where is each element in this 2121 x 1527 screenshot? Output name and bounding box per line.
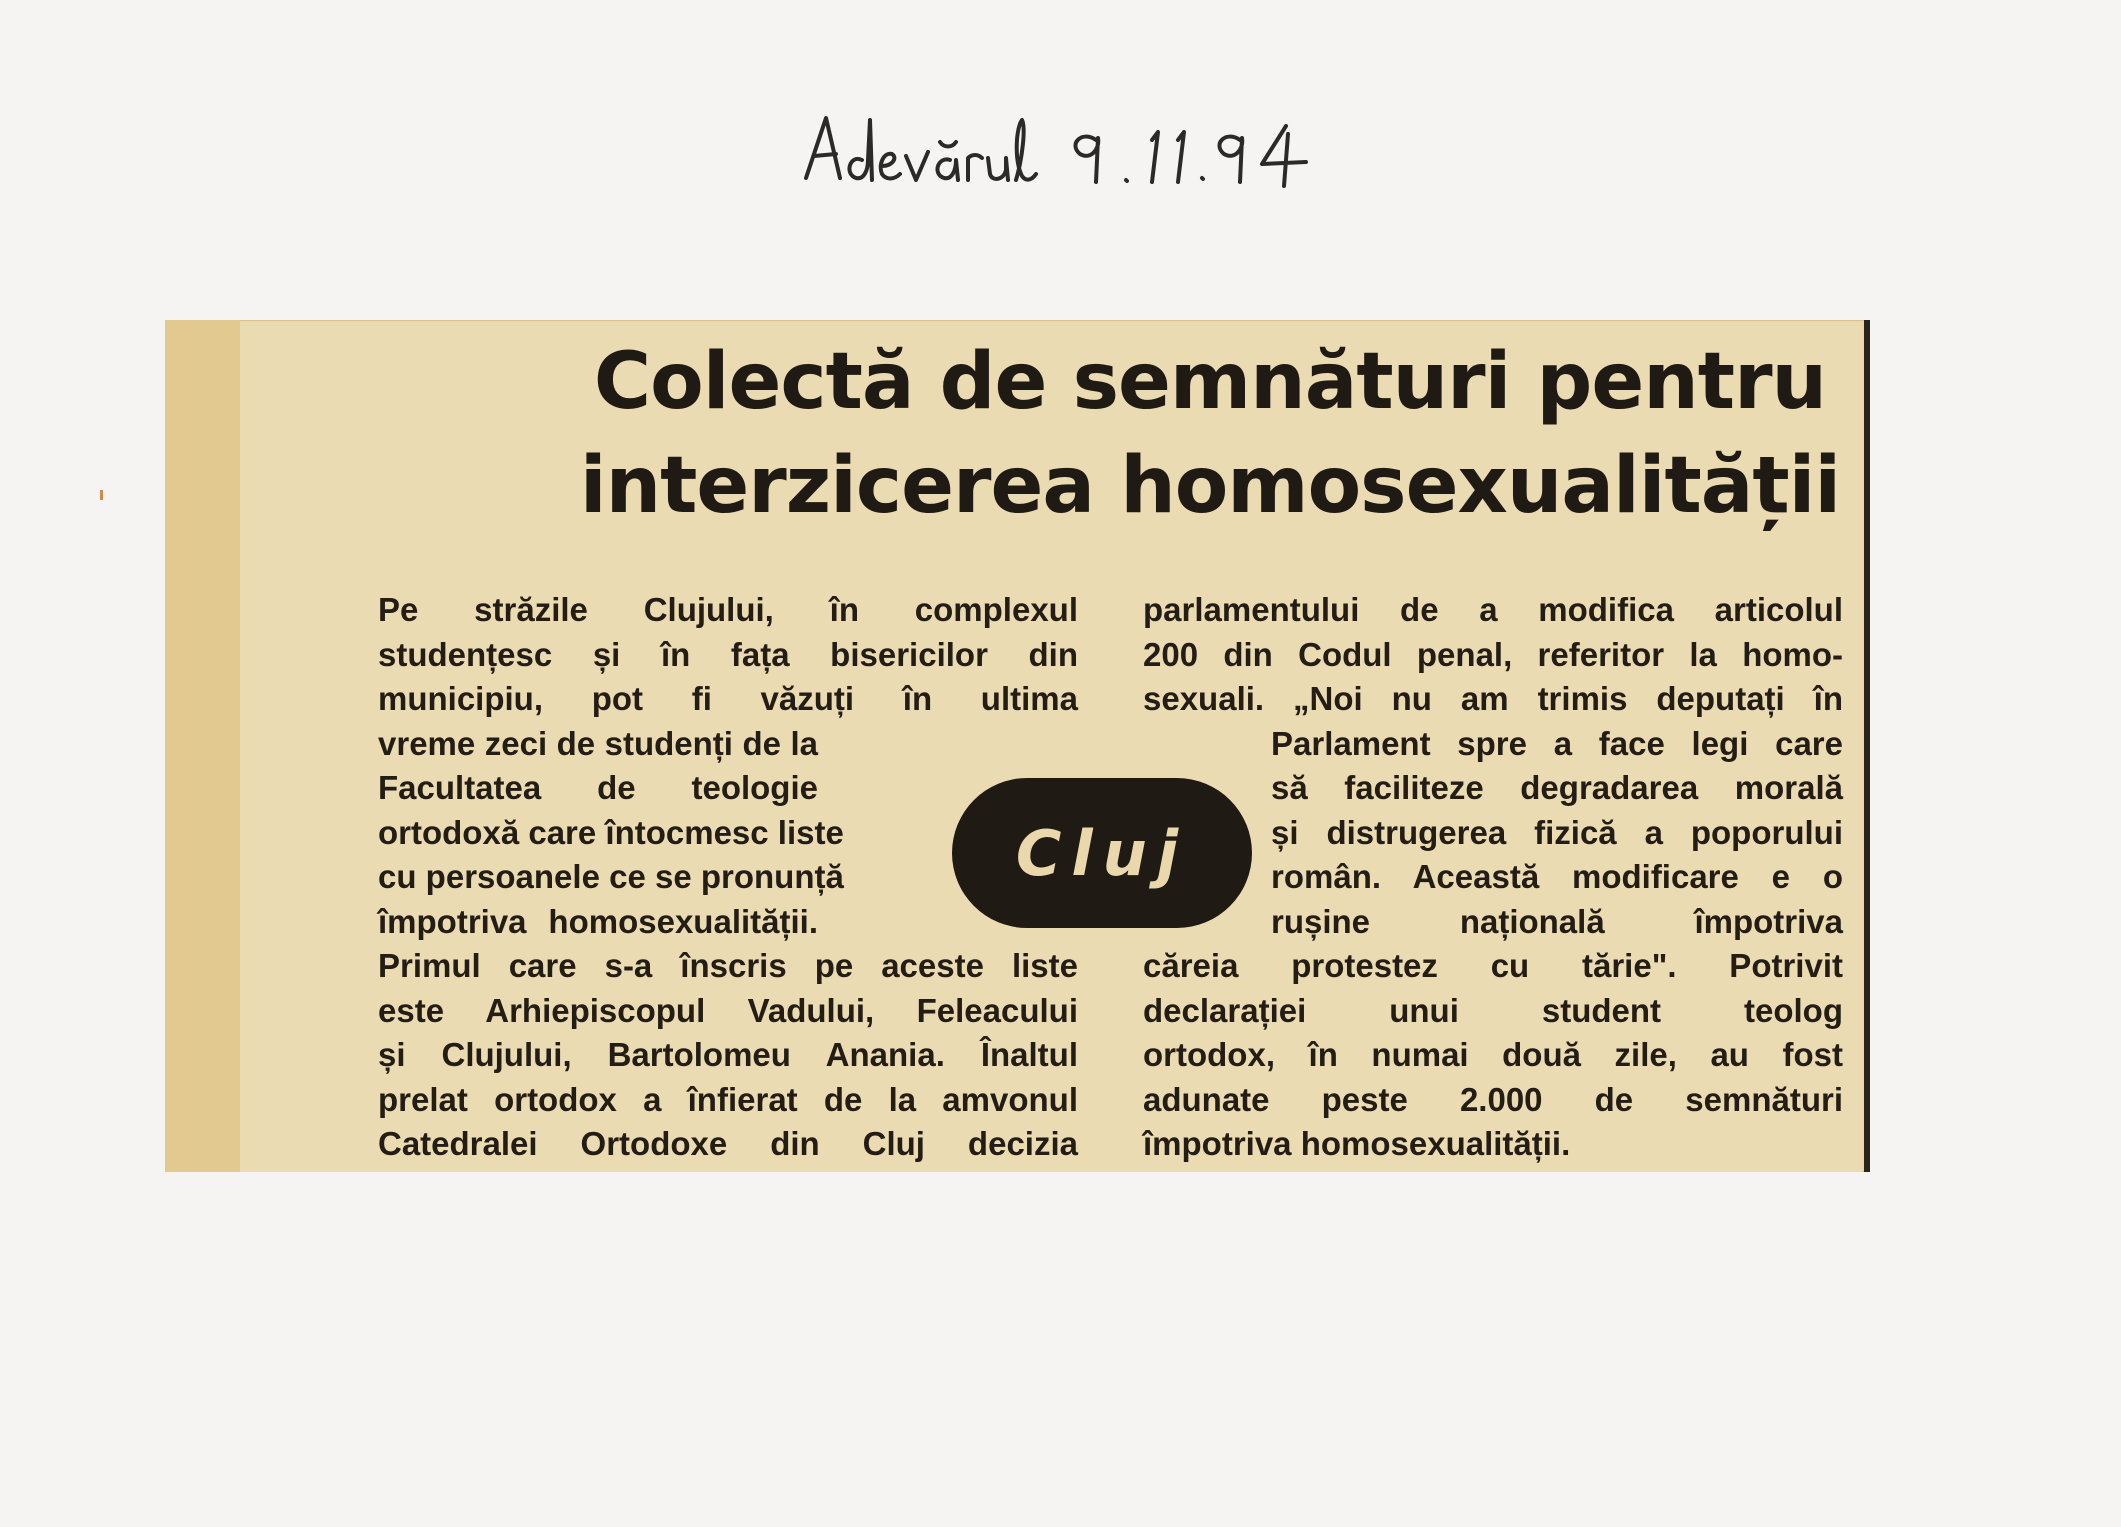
text-line: adunate peste 2.000 de semnături (1143, 1080, 1843, 1118)
city-badge-label: Cluj (1015, 816, 1189, 890)
text-line: ortodox, în numai două zile, au fost (1143, 1036, 1843, 1073)
text-line: Facultatea de teologie (378, 769, 818, 806)
text-line: studențesc și în fața bisericilor din (378, 635, 1078, 673)
handwriting-drawing (800, 100, 1360, 195)
headline-line-2: interzicerea homosexualității (579, 441, 1841, 531)
headline-line-1: Colectă de semnături pentru (593, 337, 1827, 427)
text-line: parlamentului de a modifica articolul (1143, 591, 1843, 628)
text-line: și distrugerea fizică a poporului (1271, 813, 1843, 851)
text-line: vreme zeci de studenți de la (378, 724, 818, 762)
text-line: rușine națională împotriva (1271, 902, 1843, 940)
text-line: ortodoxă care întocmesc liste (378, 813, 844, 851)
text-line: 200 din Codul penal, referitor la homo- (1143, 635, 1843, 673)
text-line: declarației unui student teolog (1143, 991, 1843, 1029)
text-line: căreia protestez cu tărie". Potrivit (1143, 947, 1843, 984)
text-line: prelat ortodox a înfierat de la amvonul (378, 1080, 1078, 1118)
text-line: Pe străzile Clujului, în complexul (378, 591, 1078, 628)
text-line: Parlament spre a face legi care (1271, 724, 1843, 762)
text-line: este Arhiepiscopul Vadului, Feleacului (378, 991, 1078, 1029)
text-line: român. Această modificare e o (1271, 858, 1843, 895)
text-line: împotriva homosexualității. (378, 902, 818, 940)
city-badge (952, 778, 1252, 928)
text-line: să faciliteze degradarea morală (1271, 769, 1843, 806)
text-line: municipiu, pot fi văzuți în ultima (378, 680, 1078, 717)
article-right-column (1143, 588, 1843, 1167)
text-line: cu persoanele ce se pronunță (378, 858, 844, 895)
text-line: și Clujului, Bartolomeu Anania. Înaltul (378, 1036, 1078, 1073)
article-headline (485, 330, 1935, 538)
text-line: sexuali. „Noi nu am trimis deputați în (1143, 680, 1843, 717)
text-line: Catedralei Ortodoxe din Cluj decizia (378, 1125, 1078, 1162)
text-line: împotriva homosexualității. (1143, 1125, 1571, 1162)
text-line: Primul care s-a înscris pe aceste liste (378, 947, 1078, 984)
clipping-tape-strip (165, 320, 240, 1172)
paper-speck (100, 490, 103, 500)
newspaper-clipping (165, 320, 1870, 1172)
handwritten-date-note (800, 100, 1360, 195)
